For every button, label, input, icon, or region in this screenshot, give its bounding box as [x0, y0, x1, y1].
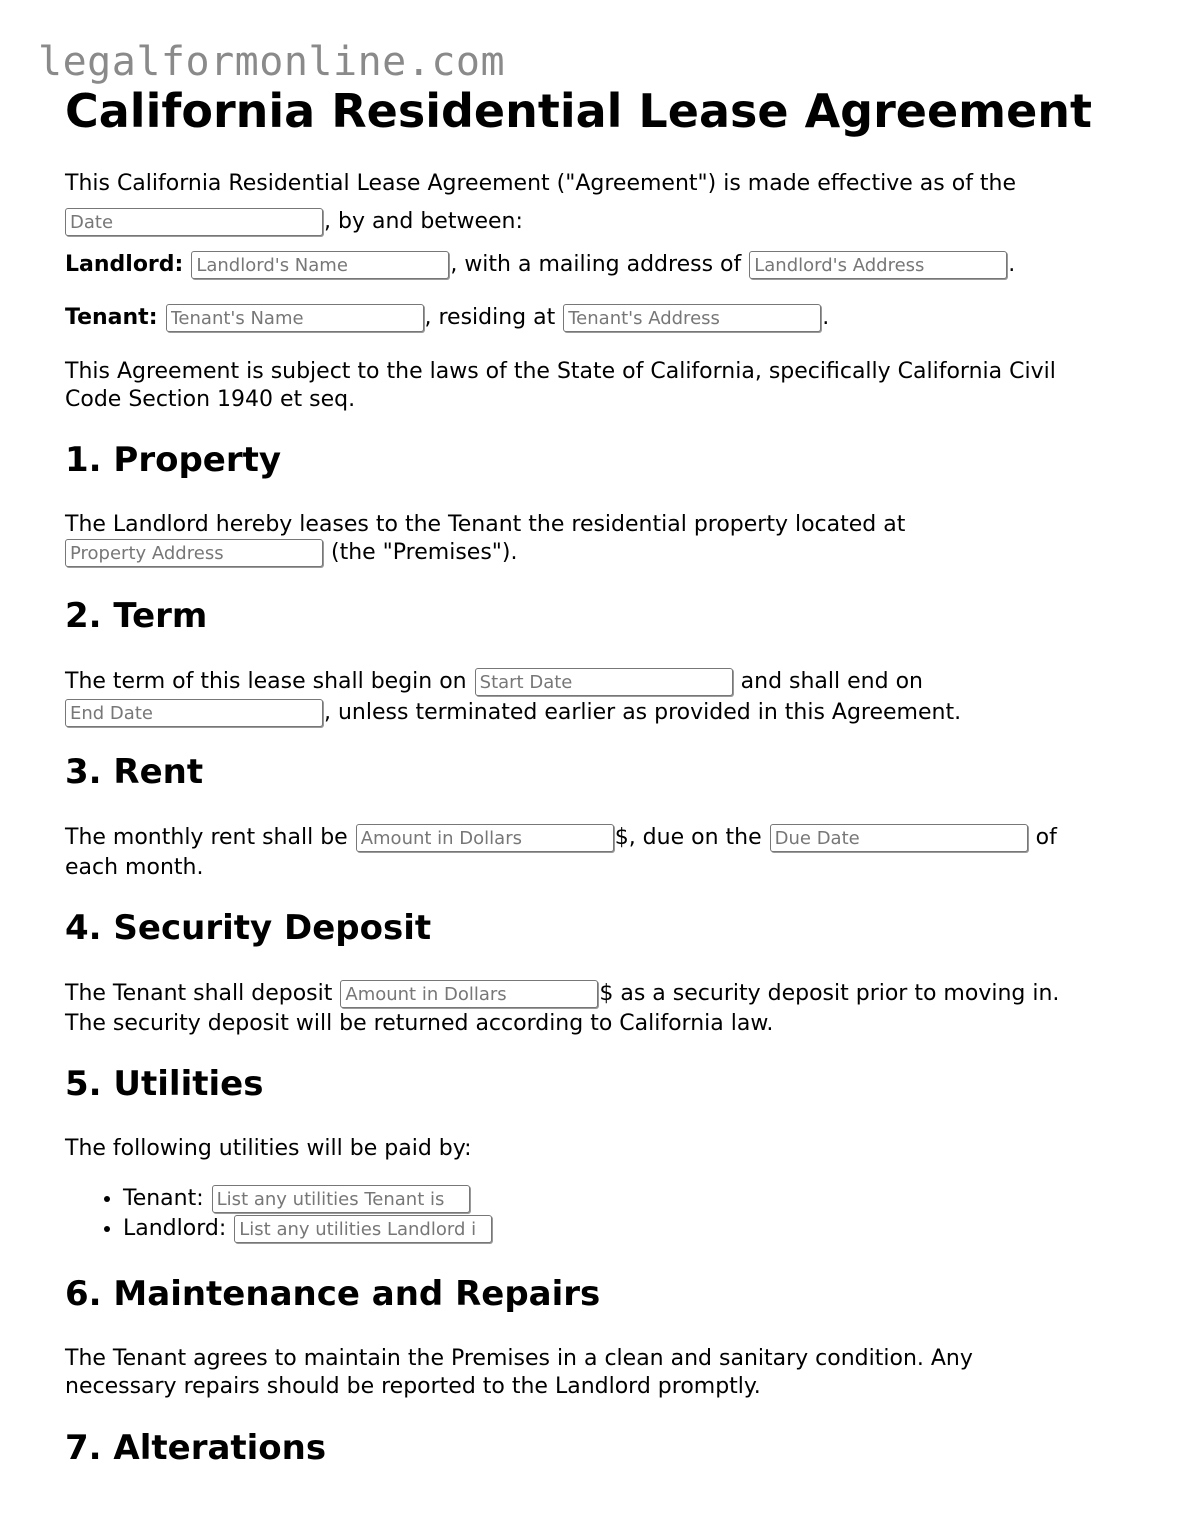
tenant-name-input[interactable] [166, 304, 424, 332]
tenant-residing-text: , residing at [424, 305, 556, 330]
section-heading-rent: 3. Rent [65, 752, 204, 792]
governing-law-text: This Agreement is subject to the laws of the State of California, specifically California Civil Code Section 1940 et seq. [65, 359, 1056, 412]
property-text: The Landlord hereby leases to the Tenant the residential property located at [65, 512, 906, 537]
section-heading-utilities: 5. Utilities [65, 1064, 264, 1104]
rent-paragraph [65, 823, 1085, 883]
landlord-utilities-input[interactable] [234, 1215, 492, 1243]
list-item [123, 1214, 923, 1244]
section-heading-term: 2. Term [65, 596, 208, 636]
tenant-end-text: . [822, 305, 830, 330]
section-heading-alterations: 7. Alterations [65, 1428, 327, 1468]
rent-amount-input[interactable] [356, 824, 614, 852]
list-item [123, 1184, 923, 1214]
deposit-text: The Tenant shall deposit [65, 981, 333, 1006]
landlord-paragraph [65, 251, 1015, 279]
tenant-label: Tenant: [65, 305, 158, 330]
effective-date-input[interactable] [65, 208, 323, 236]
end-date-input[interactable] [65, 699, 323, 727]
rent-tail-text: of each month. [65, 825, 1057, 880]
deposit-paragraph [65, 979, 1105, 1039]
start-date-input[interactable] [475, 668, 733, 696]
rent-due-text: $, due on the [614, 825, 762, 850]
intro-tail-text: , by and between: [324, 209, 523, 234]
rent-due-date-input[interactable] [770, 824, 1028, 852]
utilities-tenant-label: Tenant: [123, 1186, 204, 1211]
maintenance-text: The Tenant agrees to maintain the Premises in a clean and sanitary condition. Any necessary repairs should be reported to the Landlord promptly. [65, 1346, 973, 1399]
intro-paragraph [65, 170, 1125, 236]
term-begin-text: The term of this lease shall begin on [65, 669, 467, 694]
term-end-text: and shall end on [740, 669, 923, 694]
tenant-utilities-input[interactable] [212, 1185, 470, 1213]
tenant-address-input[interactable] [563, 304, 821, 332]
landlord-address-text: , with a mailing address of [450, 252, 742, 277]
rent-text: The monthly rent shall be [65, 825, 348, 850]
landlord-label: Landlord: [65, 252, 184, 277]
term-paragraph [65, 666, 1125, 728]
landlord-address-input[interactable] [749, 251, 1007, 279]
tenant-paragraph [65, 304, 829, 332]
document-title: California Residential Lease Agreement [65, 84, 1093, 138]
property-address-input[interactable] [65, 539, 323, 567]
deposit-amount-input[interactable] [340, 980, 598, 1008]
property-paragraph [65, 511, 1125, 567]
section-heading-property: 1. Property [65, 440, 282, 480]
term-tail-text: , unless terminated earlier as provided in this Agreement. [324, 700, 962, 725]
utilities-list [65, 1184, 923, 1244]
utilities-landlord-label: Landlord: [123, 1216, 227, 1241]
premises-text: (the "Premises"). [331, 540, 518, 565]
site-watermark: legalformonline.com [38, 39, 506, 85]
landlord-name-input[interactable] [191, 251, 449, 279]
section-heading-maintenance: 6. Maintenance and Repairs [65, 1274, 601, 1314]
landlord-end-text: . [1008, 252, 1016, 277]
section-heading-security-deposit: 4. Security Deposit [65, 908, 432, 948]
utilities-intro: The following utilities will be paid by: [65, 1136, 472, 1161]
intro-text: This California Residential Lease Agreement ("Agreement") is made effective as of the [65, 171, 1017, 196]
deposit-tail-text: $ as a security deposit prior to moving in. The security deposit will be returned according to California law. [65, 981, 1060, 1036]
